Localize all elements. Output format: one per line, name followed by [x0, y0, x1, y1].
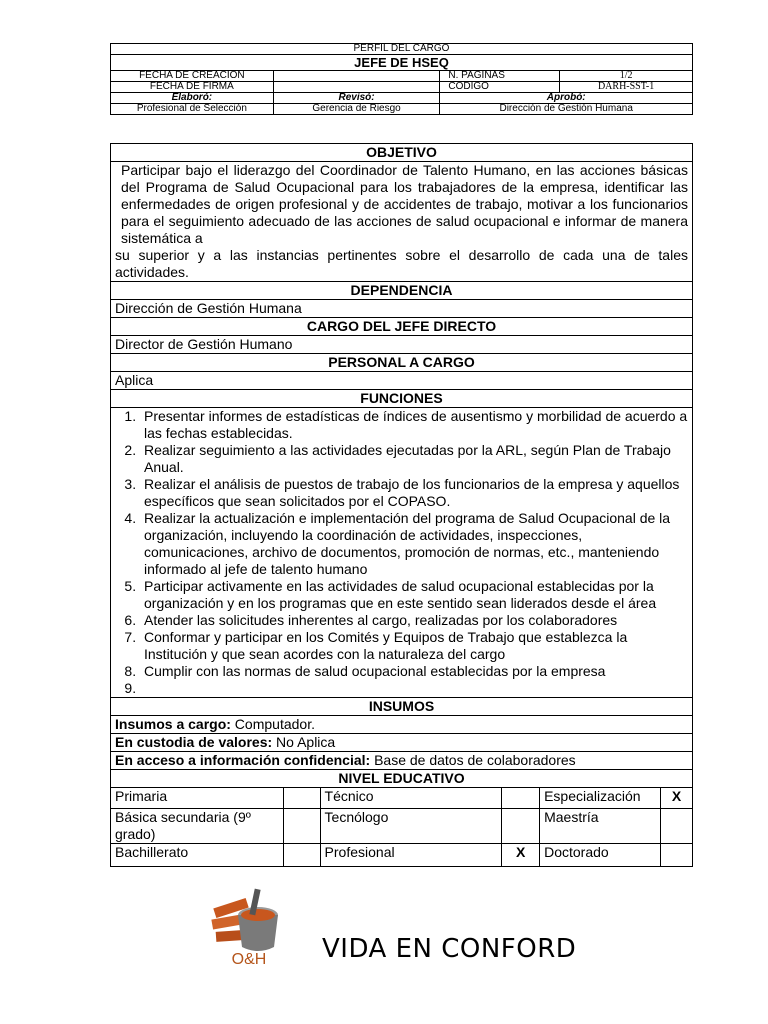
nivel-mark [283, 844, 320, 867]
nivel-mark: X [502, 844, 540, 867]
nivel-mark [661, 809, 693, 844]
nivel-mark [502, 788, 540, 809]
reviso-value: Gerencia de Riesgo [273, 104, 440, 115]
funcion-item: 5. Participar activamente en las actividades de salud ocupacional establecidas por la organización y en los programas que en este sentido sean liderados desde el área [140, 578, 688, 612]
reviso-label: Revisó: [273, 93, 440, 104]
nivel-mark [283, 809, 320, 844]
profile-table [110, 143, 693, 867]
company-logo [208, 885, 290, 967]
nivel-title: NIVEL EDUCATIVO [111, 770, 693, 788]
funcion-item: 8. Cumplir con las normas de salud ocupacional establecidas por la empresa [140, 663, 688, 680]
brand-slogan: VIDA EN CONFORD [322, 934, 577, 964]
insumos-acceso-label: En acceso a información confidencial: [115, 752, 371, 768]
insumos-title: INSUMOS [111, 698, 693, 716]
nivel-mark [283, 788, 320, 809]
funcion-item: 6. Atender las solicitudes inherentes al cargo, realizadas por los colaboradores [140, 612, 688, 629]
nivel-cell: Profesional [320, 844, 502, 867]
insumos-cargo-label: Insumos a cargo: [115, 716, 231, 732]
funcion-item [140, 680, 688, 697]
insumos-acceso-value: Base de datos de colaboradores [370, 752, 576, 768]
personal-title: PERSONAL A CARGO [111, 354, 693, 372]
header-table [110, 43, 693, 115]
doc-type: PERFIL DEL CARGO [111, 44, 693, 55]
aprobo-label: Aprobó: [440, 93, 693, 104]
cargo-jefe-title: CARGO DEL JEFE DIRECTO [111, 318, 693, 336]
insumos-acceso [111, 752, 693, 770]
logo-text: O&H [231, 951, 267, 967]
funcion-item: 2. Realizar seguimiento a las actividades ejecutadas por la ARL, según Plan de Trabajo Anual. [140, 442, 688, 476]
funciones-title: FUNCIONES [111, 390, 693, 408]
nivel-cell: Tecnólogo [320, 809, 502, 844]
funcion-item: 7. Conformar y participar en los Comités y Equipos de Trabajo que establezca la Institución y que sean acordes con la naturaleza del cargo [140, 629, 688, 663]
codigo-label: CODIGO [440, 82, 560, 93]
objetivo-title: OBJETIVO [111, 144, 693, 162]
nivel-row [111, 844, 693, 867]
aprobo-value: Dirección de Gestión Humana [440, 104, 693, 115]
logo-paint [241, 909, 275, 921]
nivel-cell: Doctorado [540, 844, 661, 867]
dependencia-title: DEPENDENCIA [111, 282, 693, 300]
insumos-cargo-value: Computador. [230, 716, 315, 732]
nivel-cell: Bachillerato [111, 844, 284, 867]
funcion-item: 4. Realizar la actualización e implementación del programa de Salud Ocupacional de la organización, incluyendo la coordinación de actividades, inspecciones, comunicaciones, archivo de documentos, promoción de normas, etc., manteniendo informado al jefe de talento humano [140, 510, 688, 578]
codigo-value: DARH-SST-1 [560, 82, 693, 93]
nivel-row [111, 809, 693, 844]
fecha-firma-value [273, 82, 440, 93]
fecha-firma-label: FECHA DE FIRMA [111, 82, 274, 93]
nivel-mark [502, 809, 540, 844]
nivel-cell: Técnico [320, 788, 502, 809]
nivel-cell: Básica secundaria (9º grado) [111, 809, 284, 844]
elaboro-value: Profesional de Selección [111, 104, 274, 115]
job-title: JEFE DE HSEQ [111, 55, 693, 71]
funcion-item: 3. Realizar el análisis de puestos de trabajo de los funcionarios de la empresa y aquellos específicos que sean solicitados por el COPASO. [140, 476, 688, 510]
logo-brick [216, 930, 243, 942]
nivel-cell: Maestría [540, 809, 661, 844]
insumos-custodia-value: No Aplica [272, 734, 336, 750]
nivel-mark: X [661, 788, 693, 809]
nivel-cell: Primaria [111, 788, 284, 809]
objetivo-paragraph-1: Participar bajo el liderazgo del Coordinador de Talento Humano, en las acciones básicas del Programa de Salud Ocupacional para los trabajadores de la empresa, identificar las enfermedades de origen profesional y de accidentes de trabajo, motivar a los funcionarios para el seguimiento adecuado de las acciones de salud ocupacional e informar de manera sistemática a [121, 162, 688, 246]
n-paginas-label: N. PAGINAS [440, 71, 560, 82]
elaboro-label: Elaboró: [111, 93, 274, 104]
nivel-mark [661, 844, 693, 867]
cargo-jefe-value: Director de Gestión Humano [111, 336, 693, 354]
insumos-cargo [111, 716, 693, 734]
objetivo-paragraph-2: su superior y a las instancias pertinentes sobre el desarrollo de cada una de tales actividades. [115, 247, 688, 280]
fecha-creacion-label: FECHA DE CREACION [111, 71, 274, 82]
nivel-row [111, 788, 693, 809]
nivel-cell: Especialización [540, 788, 661, 809]
insumos-custodia [111, 734, 693, 752]
objetivo-text [111, 162, 693, 282]
funcion-item: 1. Presentar informes de estadísticas de índices de ausentismo y morbilidad de acuerdo a las fechas establecidas. [140, 408, 688, 442]
n-paginas-value: 1/2 [560, 71, 693, 82]
insumos-custodia-label: En custodia de valores: [115, 734, 273, 750]
personal-value: Aplica [111, 372, 693, 390]
funciones-list-cell [111, 408, 693, 698]
fecha-creacion-value [273, 71, 440, 82]
dependencia-value: Dirección de Gestión Humana [111, 300, 693, 318]
funciones-list [115, 408, 688, 697]
